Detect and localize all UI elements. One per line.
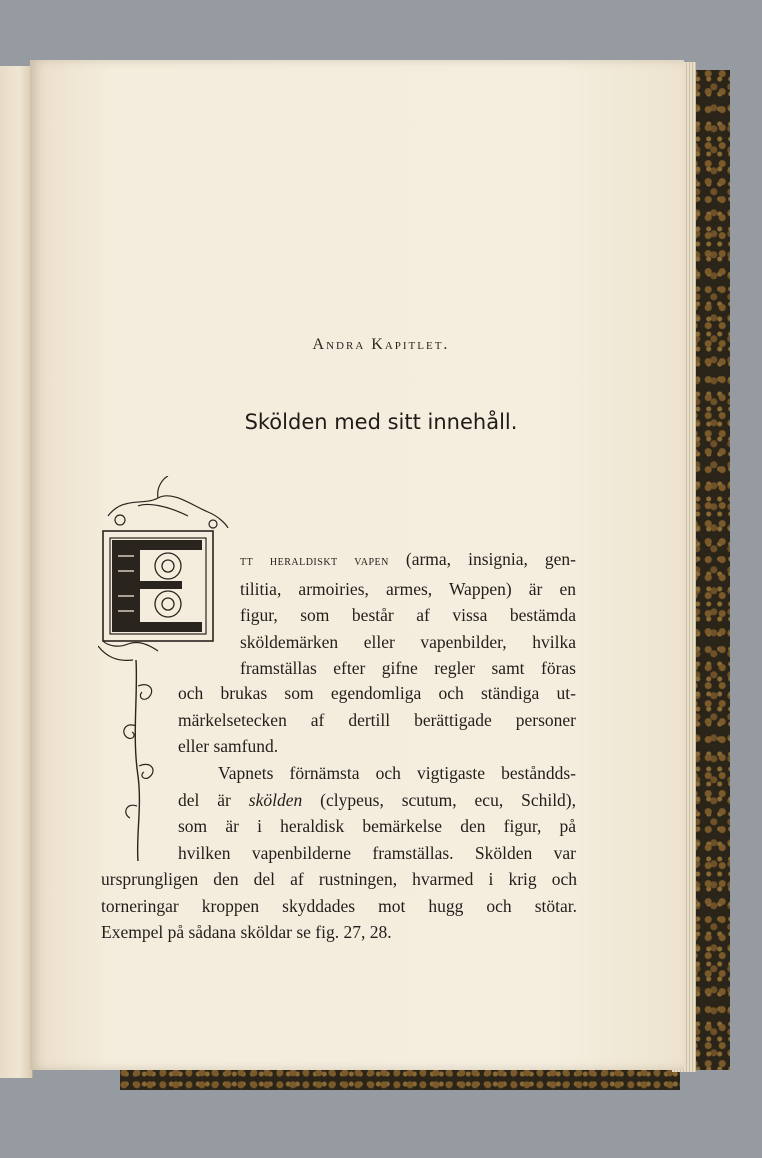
left-page-edge: [0, 66, 33, 1078]
paragraph-2-tail: [101, 866, 577, 946]
section-title: Skölden med sitt innehåll.: [244, 410, 518, 434]
marbled-cover-edge: [690, 70, 730, 1070]
text-line: [240, 546, 576, 576]
text-line: Exempel på sådana sköldar se fig. 27, 28.: [101, 922, 392, 943]
marbled-cover-bottom: [120, 1068, 680, 1090]
text-line: märkelsetecken af dertill berättigade personer: [178, 709, 576, 730]
smallcaps-lead: tt heraldiskt vapen: [240, 554, 389, 569]
line-part: del är: [178, 789, 231, 810]
text-line: framställas efter gifne regler samt föras: [240, 658, 576, 679]
text-line: eller samfund.: [178, 736, 279, 757]
text-line: [178, 787, 576, 814]
text-line: och brukas som egendomliga och ständiga ut-: [178, 683, 576, 703]
text-line: som är i heraldisk bemärkelse den figur, på: [178, 816, 576, 837]
italic-term: skölden: [248, 789, 303, 810]
chapter-title: Andra Kapitlet.: [312, 336, 450, 353]
paragraph-2-head: [178, 760, 576, 866]
paragraph-1-head: [240, 546, 576, 682]
text-line: figur, som består af vissa bestämda: [240, 605, 576, 626]
paragraph-1-tail: [178, 680, 576, 760]
line-rest: (arma, insignia, gen-: [405, 549, 576, 569]
text-line: sköldemärken eller vapenbilder, hvilka: [240, 631, 576, 652]
text-line: torneringar kroppen skyddades mot hugg och stötar.: [101, 895, 577, 916]
line-part: (clypeus, scutum, ecu, Schild),: [320, 789, 577, 810]
text-line: tilitia, armoiries, armes, Wappen) är en: [240, 578, 576, 599]
text-line: hvilken vapenbilderne framställas. Skölden var: [178, 842, 576, 863]
text-line: ursprungligen den del af rustningen, hvarmed i krig och: [101, 869, 577, 889]
text-line: Vapnets förnämsta och vigtigaste beståndds-: [218, 763, 576, 783]
